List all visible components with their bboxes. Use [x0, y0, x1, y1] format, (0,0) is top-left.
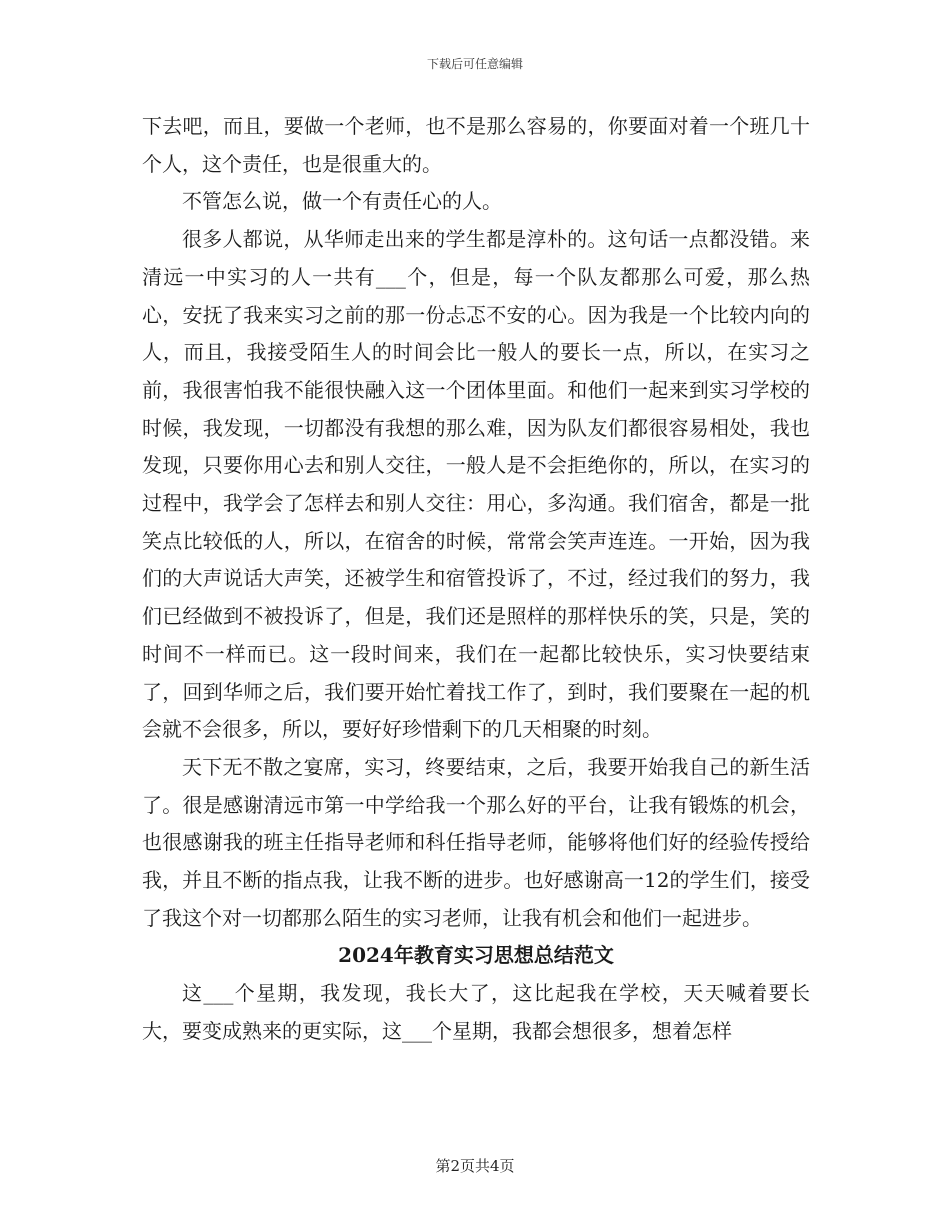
paragraph-growing-up: 这___个星期，我发现，我长大了，这比起我在学校，天天喊着要长大，要变成熟来的更实际，这___个星期，我都会想很多，想着怎样	[142, 981, 810, 1043]
document-body	[142, 108, 810, 1051]
page-number: 第2页共4页	[435, 1157, 515, 1175]
section-heading: 2024年教育实习思想总结范文	[338, 943, 614, 968]
paragraph-responsibility: 不管怎么说，做一个有责任心的人。	[182, 189, 502, 214]
paragraph-gratitude: 天下无不散之宴席，实习，终要结束，之后，我要开始我自己的新生活了。很是感谢清远市第一中学给我一个那么好的平台，让我有锻炼的机会，也很感谢我的班主任指导老师和科任指导老师，能够将他们好的经验传授给我，并且不断的指点我，让我不断的进步。也好感谢高一12的学生们，接受了我这个对一切都那么陌生的实习老师，让我有机会和他们一起进步。	[142, 754, 810, 930]
page-header-note: 下载后可任意编辑	[426, 57, 523, 71]
paragraph-continuation: 下去吧，而且，要做一个老师，也不是那么容易的，你要面对着一个班几十个人，这个责任，也是很重大的。	[142, 114, 810, 176]
paragraph-teammates: 很多人都说，从华师走出来的学生都是淳朴的。这句话一点都没错。来清远一中实习的人一共有___个，但是，每一个队友都那么可爱，那么热心，安抚了我来实习之前的那一份忐忑不安的心。因为我是一个比较内向的人，而且，我接受陌生人的时间会比一般人的要长一点，所以，在实习之前，我很害怕我不能很快融入这一个团体里面。和他们一起来到实习学校的时候，我发现，一切都没有我想的那么难，因为队友们都很容易相处，我也发现，只要你用心去和别人交往，一般人是不会拒绝你的，所以，在实习的过程中，我学会了怎样去和别人交往：用心，多沟通。我们宿舍，都是一批笑点比较低的人，所以，在宿舍的时候，常常会笑声连连。一开始，因为我们的大声说话大声笑，还被学生和宿管投诉了，不过，经过我们的努力，我们已经做到不被投诉了，但是，我们还是照样的那样快乐的笑，只是，笑的时间不一样而已。这一段时间来，我们在一起都比较快乐，实习快要结束了，回到华师之后，我们要开始忙着找工作了，到时，我们要聚在一起的机会就不会很多，所以，要好好珍惜剩下的几天相聚的时刻。	[142, 227, 810, 742]
